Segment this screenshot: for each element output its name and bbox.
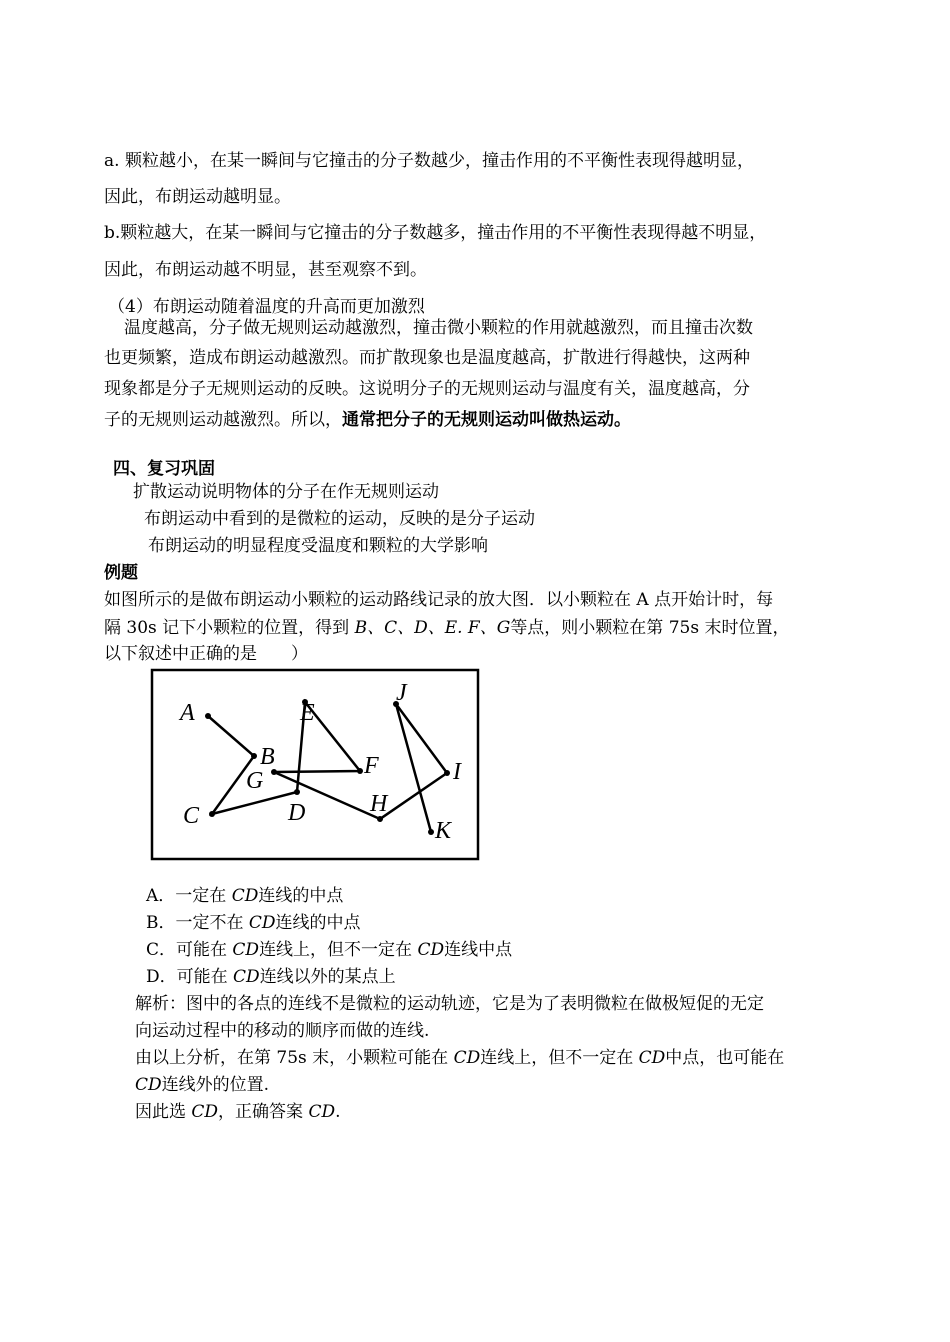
option-a [146,886,343,906]
label-j: J [396,680,407,706]
analysis-line3-c: 中点，也可能在 [665,1048,785,1068]
analysis-line5-c: . [335,1102,341,1122]
option-c-post: 连线中点 [444,940,513,960]
review-heading: 四、复习巩固 [113,459,215,479]
review-item1: 扩散运动说明物体的分子在作无规则运动 [133,482,439,502]
para-b-line2: 因此，布朗运动越不明显，甚至观察不到。 [104,260,427,280]
analysis-line5-cd2: CD [308,1102,336,1122]
point4-line4-normal: 子的无规则运动越激烈。所以， [104,410,342,430]
option-b [146,913,361,933]
point4-line4-bold: 通常把分子的无规则运动叫做热运动。 [342,410,631,430]
option-b-cd: CD [248,913,276,933]
label-d: D [288,800,306,826]
option-d-pre: D．可能在 [146,967,234,987]
option-d-post: 连线以外的某点上 [259,967,396,987]
point4-line3: 现象都是分子无规则运动的反映。这说明分子的无规则运动与温度有关，温度越高，分 [104,379,750,399]
point4-heading: （4）布朗运动随着温度的升高而更加激烈 [108,297,425,317]
para-a-line1: a. 颗粒越小，在某一瞬间与它撞击的分子数越少，撞击作用的不平衡性表现得越明显， [104,151,754,171]
point-i [444,770,450,776]
analysis-line3-cd2: CD [638,1048,666,1068]
analysis-line3-cd: CD [453,1048,481,1068]
analysis-line2: 向运动过程中的移动的顺序而做的连线. [135,1021,430,1041]
q-line2-a: 隔 30s 记下小颗粒的位置，得到 [104,618,355,638]
example-question-line1: 如图所示的是做布朗运动小颗粒的运动路线记录的放大图．以小颗粒在 A 点开始计时，每 [104,590,774,610]
label-h: H [370,791,388,817]
point-d [294,789,300,795]
point-b [251,753,257,759]
label-e: E [300,700,315,726]
review-item3: 布朗运动的明显程度受温度和颗粒的大学影响 [148,536,488,556]
analysis-line4 [135,1075,269,1095]
option-c [146,940,512,960]
q-line2-points: B、C、D、E. F、G [354,618,511,638]
point-a [205,713,211,719]
analysis-line5-a: 因此选 [135,1102,192,1122]
analysis-line5-cd: CD [191,1102,219,1122]
label-i: I [453,759,461,785]
analysis-line3-b: 连线上，但不一定在 [480,1048,639,1068]
label-a: A [180,700,195,726]
analysis-line3-a: 由以上分析，在第 75s 末，小颗粒可能在 [135,1048,454,1068]
label-g: G [246,768,264,794]
option-a-pre: A．一定在 [146,886,232,906]
path-a-to-g [208,702,360,814]
para-a-line2: 因此，布朗运动越明显。 [104,187,291,207]
brownian-path-figure [150,668,480,862]
analysis-line3 [135,1048,784,1068]
option-d-cd: CD [233,967,260,987]
option-c-pre: C．可能在 [146,940,233,960]
para-b-line1: b.颗粒越大，在某一瞬间与它撞击的分子数越多，撞击作用的不平衡性表现得越不明显， [104,223,767,243]
example-heading: 例题 [104,563,138,583]
example-question-line2 [104,618,789,638]
analysis-line4-b: 连线外的位置. [161,1075,270,1095]
point4-line2: 也更频繁，造成布朗运动越激烈。而扩散现象也是温度越高，扩散进行得越快，这两种 [104,348,750,368]
analysis-line5-b: ，正确答案 [218,1102,309,1122]
label-b: B [260,744,275,770]
option-c-cd2: CD [417,940,445,960]
point4-line4 [104,410,631,430]
analysis-line5 [135,1102,341,1122]
option-c-cd: CD [232,940,260,960]
review-item2: 布朗运动中看到的是微粒的运动，反映的是分子运动 [144,509,535,529]
option-b-post: 连线的中点 [275,913,361,933]
analysis-line4-cd: CD [135,1075,162,1095]
option-d [146,967,396,987]
point-f [357,768,363,774]
point-k [428,829,434,835]
option-c-mid: 连线上，但不一定在 [259,940,418,960]
option-b-pre: B．一定不在 [146,913,249,933]
label-k: K [435,818,452,844]
point-c [209,811,215,817]
label-f: F [364,753,379,779]
q-line2-b: 等点，则小颗粒在第 75s 末时位置， [510,618,790,638]
example-question-line3: 以下叙述中正确的是 ） [104,644,308,664]
option-a-post: 连线的中点 [258,886,344,906]
label-c: C [183,803,200,829]
point4-line1: 温度越高，分子做无规则运动越激烈，撞击微小颗粒的作用就越激烈，而且撞击次数 [124,318,753,338]
option-a-cd: CD [231,886,259,906]
analysis-line1: 解析：图中的各点的连线不是微粒的运动轨迹，它是为了表明微粒在做极短促的无定 [135,994,764,1014]
